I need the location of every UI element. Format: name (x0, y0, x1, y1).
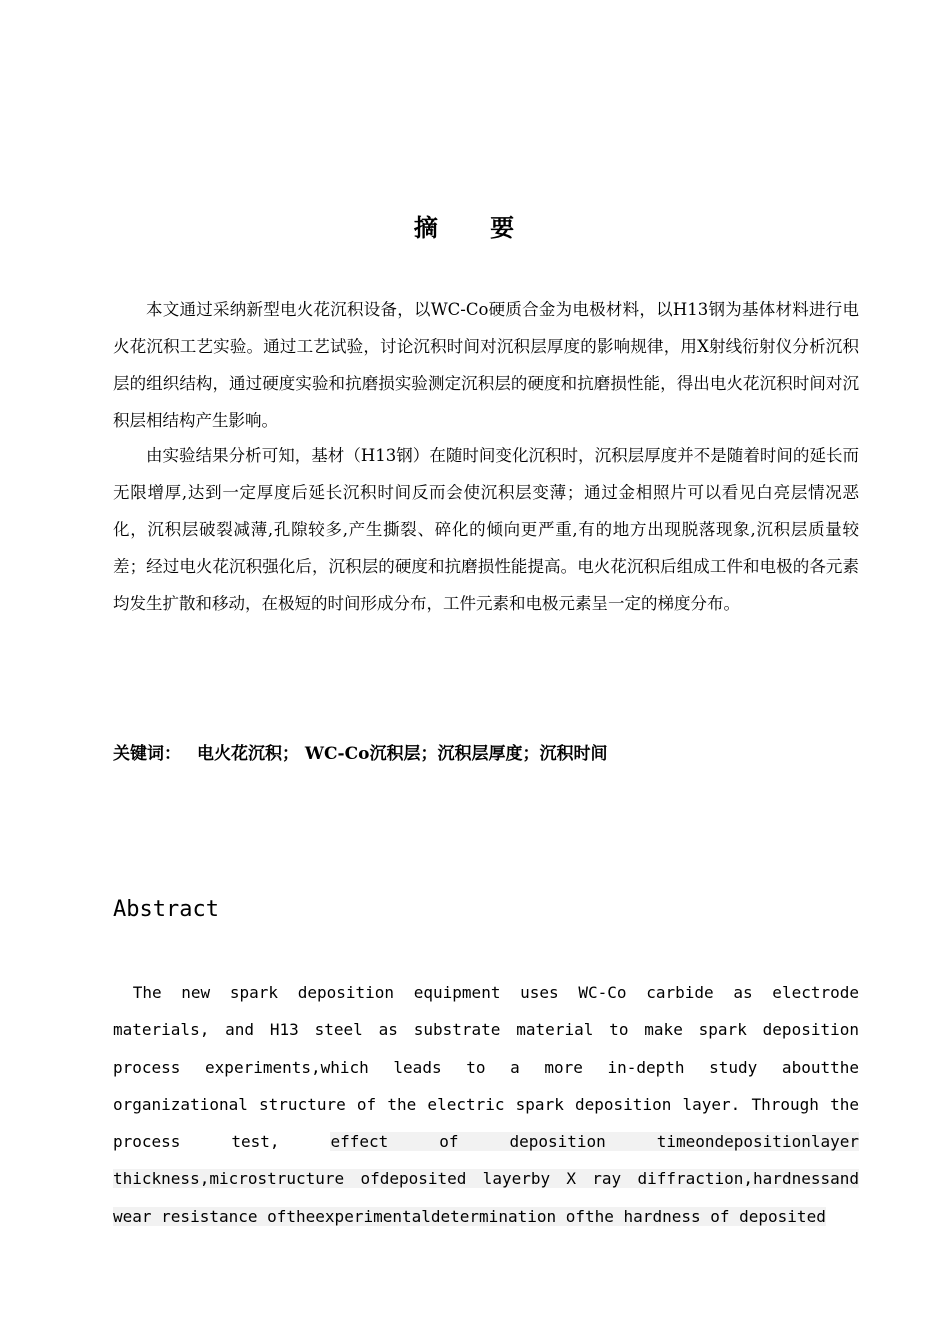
chinese-paragraph-2-text: 由实验结果分析可知，基材（H13钢）在随时间变化沉积时，沉积层厚度并不是随着时间的延长而无限增厚,达到一定厚度后延长沉积时间反而会使沉积层变薄；通过金相照片可以看见白亮层情况恶化，沉积层破裂减薄,孔隙较多,产生撕裂、碎化的倾向更严重,有的地方出现脱落现象,沉积层质量较差；经过电火花沉积强化后，沉积层的硬度和抗磨损性能提高。电火花沉积后组成工件和电极的各元素均发生扩散和移动，在极短的时间形成分布，工件元素和电极元素呈一定的梯度分布。 (113, 446, 859, 613)
english-paragraph-start: The new spark deposition equipment uses WC-Co carbide as electrode materials, and H13 steel as substrate material to make spark deposition process experiments,which leads to a more in-depth study aboutthe organizational structure of the electric spark deposition layer. Through the process test, (113, 983, 860, 1152)
english-abstract-paragraph (113, 974, 859, 1235)
chinese-abstract-paragraph-2 (113, 437, 859, 622)
keywords-label: 关键词： (113, 744, 181, 764)
keywords-line (113, 736, 607, 772)
chinese-abstract-title: 摘 要 (413, 213, 537, 242)
keywords-value: 电火花沉积； WC-Co沉积层；沉积层厚度；沉积时间 (197, 744, 608, 764)
english-abstract-title: Abstract (113, 897, 219, 922)
chinese-paragraph-1-text: 本文通过采纳新型电火花沉积设备，以WC-Co硬质合金为电极材料，以H13钢为基体材料进行电火花沉积工艺实验。通过工艺试验，讨论沉积时间对沉积层厚度的影响规律，用X射线衍射仪分析沉积层的组织结构，通过硬度实验和抗磨损实验测定沉积层的硬度和抗磨损性能，得出电火花沉积时间对沉积层相结构产生影响。 (113, 300, 859, 430)
chinese-abstract-paragraph-1 (113, 291, 859, 439)
english-paragraph-highlighted: effect of deposition timeondepositionlayer thickness,microstructure ofdeposited layerby X ray diffraction,hardnessand wear resistance oftheexperimentaldetermination ofthe hardness of deposited (113, 1132, 859, 1226)
